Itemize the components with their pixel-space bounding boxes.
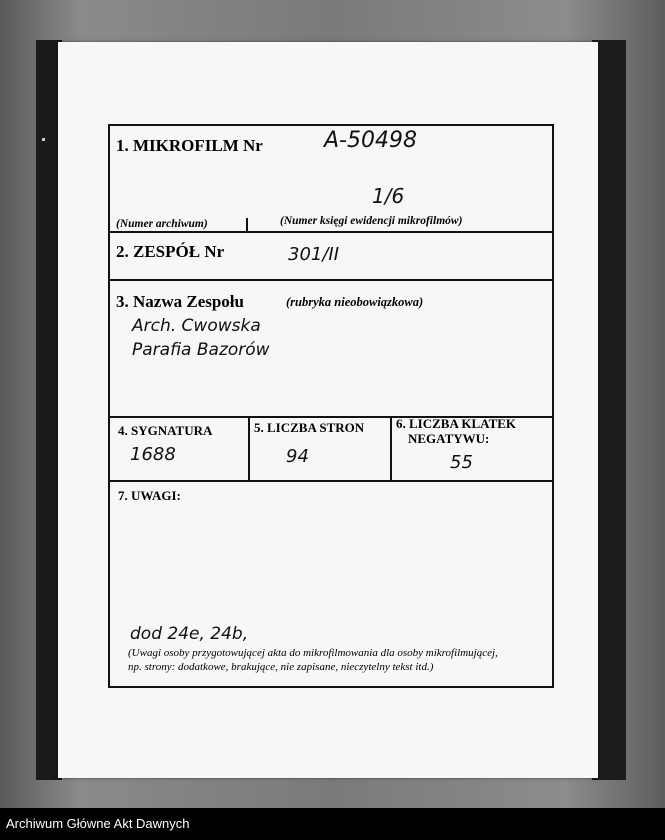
divider-col1 (248, 416, 250, 480)
divider-row2 (110, 279, 552, 281)
field3-line2[interactable]: Parafia Bazorów (132, 340, 270, 360)
field1-label: 1. MIKROFILM Nr (116, 136, 263, 155)
field4-value[interactable]: 1688 (130, 444, 176, 465)
field3-note: (rubryka nieobowiązkowa) (286, 295, 424, 309)
note-line2: np. strony: dodatkowe, brakujące, nie zapisane, nieczytelny tekst itd.) (128, 661, 434, 673)
field7-value[interactable]: dod 24e, 24b, (130, 624, 249, 644)
divider-numer (246, 218, 248, 232)
scan-mark (42, 138, 45, 141)
numer-archiwum-label: (Numer archiwum) (116, 218, 208, 230)
field5-value[interactable]: 94 (286, 446, 309, 467)
footer-text: Archiwum Główne Akt Dawnych (6, 816, 190, 831)
field5-label: 5. LICZBA STRON (254, 420, 365, 435)
field6-label-line1: 6. LICZBA KLATEK (396, 416, 517, 431)
field3-label: 3. Nazwa Zespołu (116, 292, 244, 311)
microfilm-form (108, 124, 554, 688)
divider-row1 (110, 231, 552, 233)
divider-col2 (390, 416, 392, 480)
numer-value[interactable]: 1/6 (372, 184, 405, 208)
archive-footer (0, 808, 665, 840)
note-line1: (Uwagi osoby przygotowującej akta do mikrofilmowania dla osoby mikrofilmującej, (128, 647, 498, 659)
field4-label: 4. SYGNATURA (118, 423, 213, 438)
field7-label: 7. UWAGI: (118, 488, 181, 503)
field6-label-line2: NEGATYWU: (408, 431, 490, 446)
field2-value[interactable]: 301/II (288, 244, 340, 265)
field1-value[interactable]: A-50498 (324, 128, 417, 153)
field6-value[interactable]: 55 (450, 452, 473, 473)
field2-label: 2. ZESPÓŁ Nr (116, 242, 225, 261)
numer-ksiegi-label: (Numer księgi ewidencji mikrofilmów) (280, 215, 463, 227)
field3-line1[interactable]: Arch. Cwowska (132, 316, 261, 336)
divider-row4 (110, 480, 552, 482)
